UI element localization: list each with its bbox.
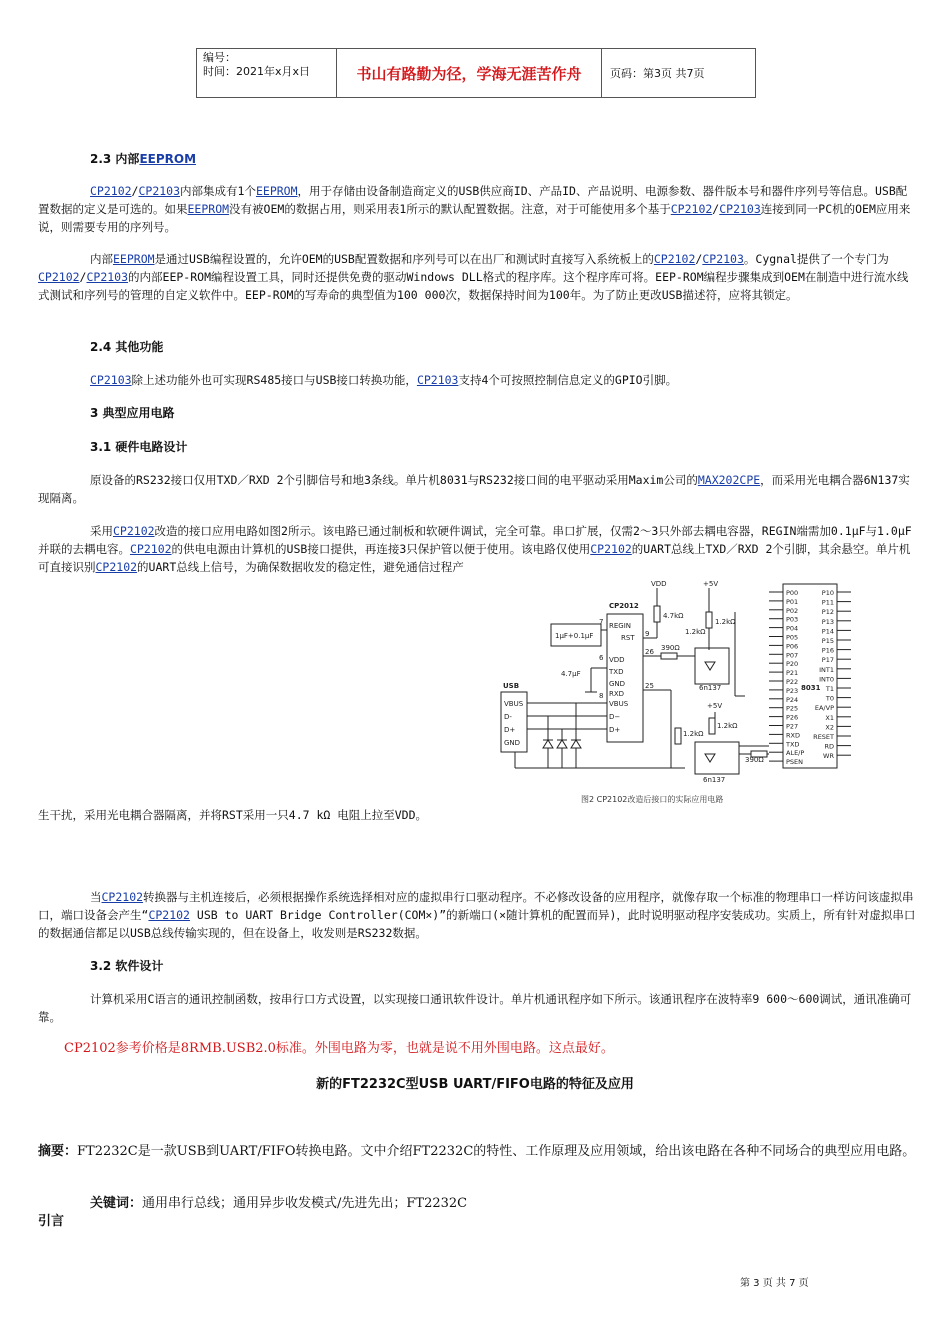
text: 。Cygnal提供了一个专门为 xyxy=(743,252,889,266)
eeprom-link[interactable]: EEPROM xyxy=(139,152,197,166)
cp2103-link[interactable]: CP2103 xyxy=(138,184,181,198)
abstract xyxy=(38,1142,918,1161)
header-motto: 书山有路勤为径，学海无涯苦作舟 xyxy=(337,49,602,97)
mcu-pin-left: P01 xyxy=(786,597,799,606)
pin-num: 26 xyxy=(645,648,654,656)
optocoupler-2 xyxy=(675,702,769,784)
mcu-pin-right: P12 xyxy=(821,608,834,617)
vdd-label: VDD xyxy=(651,580,667,588)
cp-pin: REGIN xyxy=(609,622,632,630)
opto-label: 6n137 xyxy=(699,684,722,692)
intro-heading: 引言 xyxy=(38,1214,65,1229)
mcu-pin-right: INT1 xyxy=(819,665,834,674)
keywords-label: 关键词： xyxy=(90,1196,143,1211)
figure-caption: 图2 CP2102改造后接口的实际应用电路 xyxy=(581,795,724,804)
mcu-pin-left: P05 xyxy=(786,633,799,642)
r5-label: 390Ω xyxy=(745,756,764,764)
cp-pin: GND xyxy=(609,680,626,688)
keywords xyxy=(90,1194,467,1213)
cp2102-link[interactable]: CP2102 xyxy=(590,542,632,556)
text: 的UART总线上信号，为确保数据收发的稳定性，避免通信过程产 xyxy=(137,560,464,574)
pin-num: 9 xyxy=(645,630,650,638)
mcu-pin-right: P16 xyxy=(821,646,834,655)
circuit-diagram xyxy=(495,578,855,810)
text: 内部集成有1个 xyxy=(180,184,256,198)
eeprom-link[interactable]: EEPROM xyxy=(187,202,230,216)
cp2102-link[interactable]: CP2102 xyxy=(38,270,80,284)
cp-pin: D+ xyxy=(609,726,621,734)
cp2102-link[interactable]: CP2102 xyxy=(148,908,190,922)
usb-label: USB xyxy=(503,682,520,690)
cp2103-link[interactable]: CP2103 xyxy=(416,373,459,387)
text: 转换器与主机连接后，必须根据操作系统选择相对应的虚拟串行口驱动程序。不必修改设备的应用程序，就像存取一个标准的物理串口一样访问该虚拟串口，端口设备会产生“ xyxy=(38,890,914,922)
text: 的内部EEP-ROM编程设置工具，同时还提供免费的驱动Windows DLL格式的程序库。这个程序库可将。EEP-ROM编程步骤集成到OEM在制造中进行流水线式测试和序列号的管理的自定义软件中。EEP-ROM的写寿命的典型值为100 000次，数据保持时间为100年。为了防止更改USB描述符，应将其锁定。 xyxy=(38,270,909,302)
sep: / xyxy=(695,252,703,266)
text: 改造的接口应用电路如图2所示。该电路已通过制板和软硬件调试，完全可靠。串口扩展，仅需2～3只外部去耦电容器，REGIN端需加0.1μF与1.0μF并联的去耦电容。 xyxy=(38,524,912,556)
section-3-1-para-3 xyxy=(38,888,916,942)
mcu-8031 xyxy=(769,584,851,768)
mcu-pin-left: P07 xyxy=(786,651,799,660)
mcu-pin-right: X1 xyxy=(825,713,834,722)
text: 原设备的RS232接口仅用TXD／RXD 2个引脚信号和地3条线。单片机8031与RS232接口间的电平驱动采用Maxim公司的 xyxy=(90,473,698,487)
text: 是通过USB编程设置的，允许OEM的USB配置数据和序列号可以在出厂和测试时直接写入系统板上的 xyxy=(154,252,654,266)
article-title: 新的FT2232C型USB UART/FIFO电路的特征及应用 xyxy=(316,1077,634,1092)
cp-pin: RXD xyxy=(609,690,625,698)
mcu-pin-left: P22 xyxy=(786,678,799,686)
mcu-pin-right: EA/VP xyxy=(814,704,834,713)
cp2103-link[interactable]: CP2103 xyxy=(90,373,132,387)
mcu-pin-left: ALE/P xyxy=(786,749,805,758)
cp2103-link[interactable]: CP2103 xyxy=(719,202,761,216)
p1-pins xyxy=(813,589,851,760)
mcu-pin-left: P26 xyxy=(786,713,799,722)
eeprom-link[interactable]: EEPROM xyxy=(113,252,155,266)
cp-pin: D− xyxy=(609,713,621,721)
sep: / xyxy=(712,202,720,216)
heading-text: 2.3 内部 xyxy=(90,152,140,166)
mcu-pin-right: P11 xyxy=(821,598,834,607)
mcu-pin-left: P27 xyxy=(786,722,799,731)
header-time: 时间：2021年x月x日 xyxy=(203,65,311,78)
cp2102-link[interactable]: CP2102 xyxy=(653,252,696,266)
usb-pin-gnd: GND xyxy=(504,739,521,747)
mcu-pin-right: RESET xyxy=(813,733,834,741)
section-3-1-para-1 xyxy=(38,471,916,507)
mcu-pin-left: RXD xyxy=(786,731,800,740)
header-meta-cell xyxy=(197,49,337,97)
mcu-pin-left: P06 xyxy=(786,642,799,651)
mcu-pin-left: P00 xyxy=(786,589,799,597)
mcu-pin-right: P14 xyxy=(821,627,834,636)
v5-label: +5V xyxy=(703,580,719,588)
mcu-pin-left: P04 xyxy=(786,624,799,633)
abstract-label: 摘要： xyxy=(38,1144,78,1159)
cp2102-link[interactable]: CP2102 xyxy=(130,542,172,556)
keywords-text: 通用串行总线；通用异步收发模式/先进先出；FT2232C xyxy=(142,1196,468,1211)
cp-pin: RST xyxy=(621,634,635,642)
mcu-label: 8031 xyxy=(801,684,821,692)
cp2102-link[interactable]: CP2102 xyxy=(113,524,155,538)
text: USB to UART Bridge Controller(COM×)”的新端口(×随计算机的配置而异)，此时说明驱动程序安装成功。实质上，所有针对虚拟串口的数据通信都足以USB总线传输实现的，但在设备上，收发则是RS232数据。 xyxy=(38,908,916,940)
text: 的供电电源由计算机的USB接口提供，再连接3只保护管以便于使用。该电路仅使用 xyxy=(171,542,591,556)
vdd-pullup xyxy=(643,580,745,696)
text: 支持4个可按照控制信息定义的GPIO引脚。 xyxy=(458,373,678,387)
section-2-3-para-1 xyxy=(38,182,916,236)
cp2103-link[interactable]: CP2103 xyxy=(702,252,744,266)
text: 当 xyxy=(90,890,102,904)
text: 采用 xyxy=(90,524,113,538)
max202cpe-link[interactable]: MAX202CPE xyxy=(697,473,761,487)
section-3-2-para: 计算机采用C语言的通讯控制函数，按串行口方式设置，以实现接口通讯软件设计。单片机通讯程序如下所示。该通讯程序在波特率9 600～600调试，通讯准确可靠。 xyxy=(38,992,912,1024)
pin-num: 8 xyxy=(599,692,604,700)
cap2-label: 4.7μF xyxy=(561,670,581,678)
mcu-pin-right: WR xyxy=(823,752,834,761)
mcu-pin-left: P24 xyxy=(786,695,799,704)
cp-pin: TXD xyxy=(609,668,624,676)
v5-label: +5V xyxy=(707,702,723,710)
header-page-info: 页码：第3页 共7页 xyxy=(610,67,705,80)
text: 内部 xyxy=(90,252,113,266)
section-3-1-para-2 xyxy=(38,522,916,576)
mcu-pin-right: P15 xyxy=(821,637,834,645)
eeprom-link[interactable]: EEPROM xyxy=(255,184,298,198)
section-2-3-para-2 xyxy=(38,250,916,304)
mcu-pin-left: P21 xyxy=(786,669,799,678)
usb-pin-dm: D- xyxy=(504,713,512,721)
text: ，而采用光电耦合器6N137实现隔离。 xyxy=(38,473,910,505)
mcu-pin-right: INT0 xyxy=(819,675,834,684)
section-2-4-heading: 2.4 其他功能 xyxy=(90,340,164,354)
cp2102-link[interactable]: CP2102 xyxy=(95,560,138,574)
mcu-pin-left: P23 xyxy=(786,686,799,695)
mcu-pin-left: P02 xyxy=(786,606,799,615)
cp2103-link[interactable]: CP2103 xyxy=(86,270,129,284)
price-note: CP2102参考价格是8RMB.USB2.0标准。外围电路为零，也就是说不用外围电路。这点最好。 xyxy=(64,1041,614,1056)
mcu-pin-right: P13 xyxy=(821,617,834,626)
page-footer: 第 3 页 共 7 页 xyxy=(740,1278,809,1289)
r4-label: 1.2kΩ xyxy=(717,722,738,730)
mcu-pin-right: RD xyxy=(824,742,834,751)
usb-connector xyxy=(501,682,685,768)
opto-label: 6n137 xyxy=(703,776,726,784)
section-3-1-para-2-tail: 生干扰，采用光电耦合器隔离，并将RST采用一只4.7 kΩ 电阻上拉至VDD。 xyxy=(38,808,428,822)
protection-diodes xyxy=(543,703,581,768)
p0-pins xyxy=(769,589,804,766)
r4-label: 1.2kΩ xyxy=(685,628,706,636)
cp2102-link[interactable]: CP2102 xyxy=(101,890,144,904)
section-3-2-heading: 3.2 软件设计 xyxy=(90,959,164,973)
r2-label: 1.2kΩ xyxy=(683,730,704,738)
abstract-text: FT2232C是一款USB到UART/FIFO转换电路。文中介绍FT2232C的特性、工作原理及应用领域，给出该电路在各种不同场合的典型应用电路。 xyxy=(77,1144,916,1159)
pin-num: 6 xyxy=(599,654,604,662)
pin-num: 7 xyxy=(599,618,604,626)
sep: / xyxy=(79,270,87,284)
cp-pin: VBUS xyxy=(609,700,629,708)
mcu-pin-right: P17 xyxy=(821,656,834,665)
text: 除上述功能外也可实现RS485接口与USB接口转换功能， xyxy=(131,373,417,387)
mcu-pin-left: TXD xyxy=(786,740,800,749)
section-2-4-para xyxy=(38,371,916,389)
pin-num: 25 xyxy=(645,682,654,690)
header-table xyxy=(196,48,756,98)
r1-label: 4.7kΩ xyxy=(663,612,684,620)
r2-label: 1.2kΩ xyxy=(715,618,736,626)
cp2102-link[interactable]: CP2102 xyxy=(670,202,713,216)
mcu-pin-right: P10 xyxy=(821,589,834,597)
r3-label: 390Ω xyxy=(661,644,680,652)
mcu-pin-left: PSEN xyxy=(786,758,804,767)
cap1-label: 1μF+0.1μF xyxy=(555,632,594,640)
cp2102-link[interactable]: CP2102 xyxy=(90,184,132,198)
cp-pin: VDD xyxy=(609,656,625,664)
usb-pin-dp: D+ xyxy=(504,726,516,734)
cp2102-chip xyxy=(599,602,654,742)
sep: / xyxy=(131,184,139,198)
mcu-pin-right: X2 xyxy=(825,723,834,732)
mcu-pin-left: P25 xyxy=(786,704,799,713)
text: ，用于存储由设备制造商定义的USB供应商ID、产品ID、产品说明、电源参数、器件版本号和器件序列号等信息。USB配置数据的定义是可选的。如果 xyxy=(38,184,908,216)
section-3-1-heading: 3.1 硬件电路设计 xyxy=(90,440,188,454)
mcu-pin-right: T0 xyxy=(825,694,834,703)
mcu-pin-right: T1 xyxy=(825,685,834,693)
mcu-pin-left: P03 xyxy=(786,615,799,624)
mcu-pin-left: P20 xyxy=(786,660,799,669)
cp-label: CP2012 xyxy=(609,602,639,610)
text: 没有被OEM的数据占用，则采用表1所示的默认配置数据。注意，对于可能使用多个基于 xyxy=(229,202,671,216)
usb-pin-vbus: VBUS xyxy=(504,700,524,708)
section-3-heading: 3 典型应用电路 xyxy=(90,406,175,420)
section-2-3-heading xyxy=(90,150,196,168)
text: 的UART总线上TXD／RXD 2个引脚，其余悬空。单片机可直接识别 xyxy=(38,542,911,574)
text: 连接到同一PC机的OEM应用来说，则需要专用的序列号。 xyxy=(38,202,911,234)
header-number: 编号： xyxy=(203,51,236,64)
